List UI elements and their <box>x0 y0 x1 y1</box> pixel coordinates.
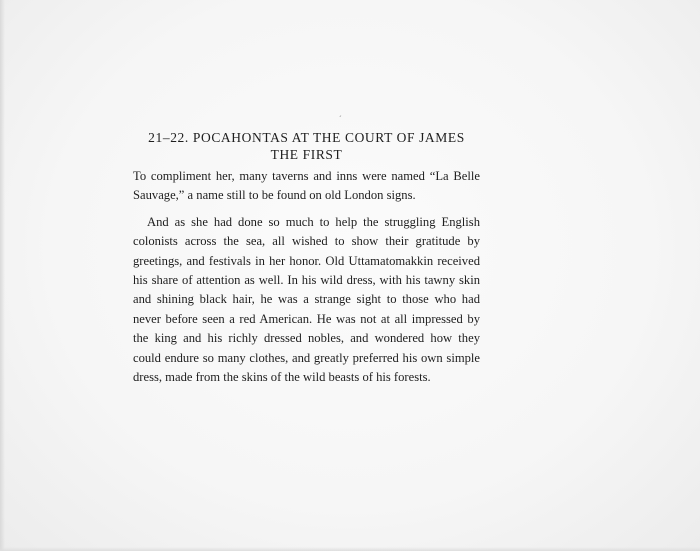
scan-shadow-left <box>0 0 5 551</box>
section-heading <box>133 129 480 163</box>
heading-line-2: THE FIRST <box>270 147 343 162</box>
stray-ink-mark: ´ <box>338 115 342 124</box>
paragraph-2: And as she had done so much to help the struggling English colonists across the sea, all wished to show their gratitude by greetings, and festivals in her honor. Old Uttamatomakkin received his share of attention as well. In his wild dress, with his tawny skin and shining black hair, he was a strange sight to those who had never before seen a red American. He was not at all impressed by the king and his richly dressed nobles, and wondered how they could endure so many clothes, and greatly preferred his own simple dress, made from the skins of the wild beasts of his forests. <box>133 214 480 385</box>
heading-line-1: 21–22. POCAHONTAS AT THE COURT OF JAMES <box>148 130 465 145</box>
text-block <box>133 129 480 387</box>
paragraph-1: To compliment her, many taverns and inns were named “La Belle Sauvage,” a name still to be found on old London signs. <box>133 169 480 203</box>
scan-shadow-bottom <box>0 547 700 551</box>
